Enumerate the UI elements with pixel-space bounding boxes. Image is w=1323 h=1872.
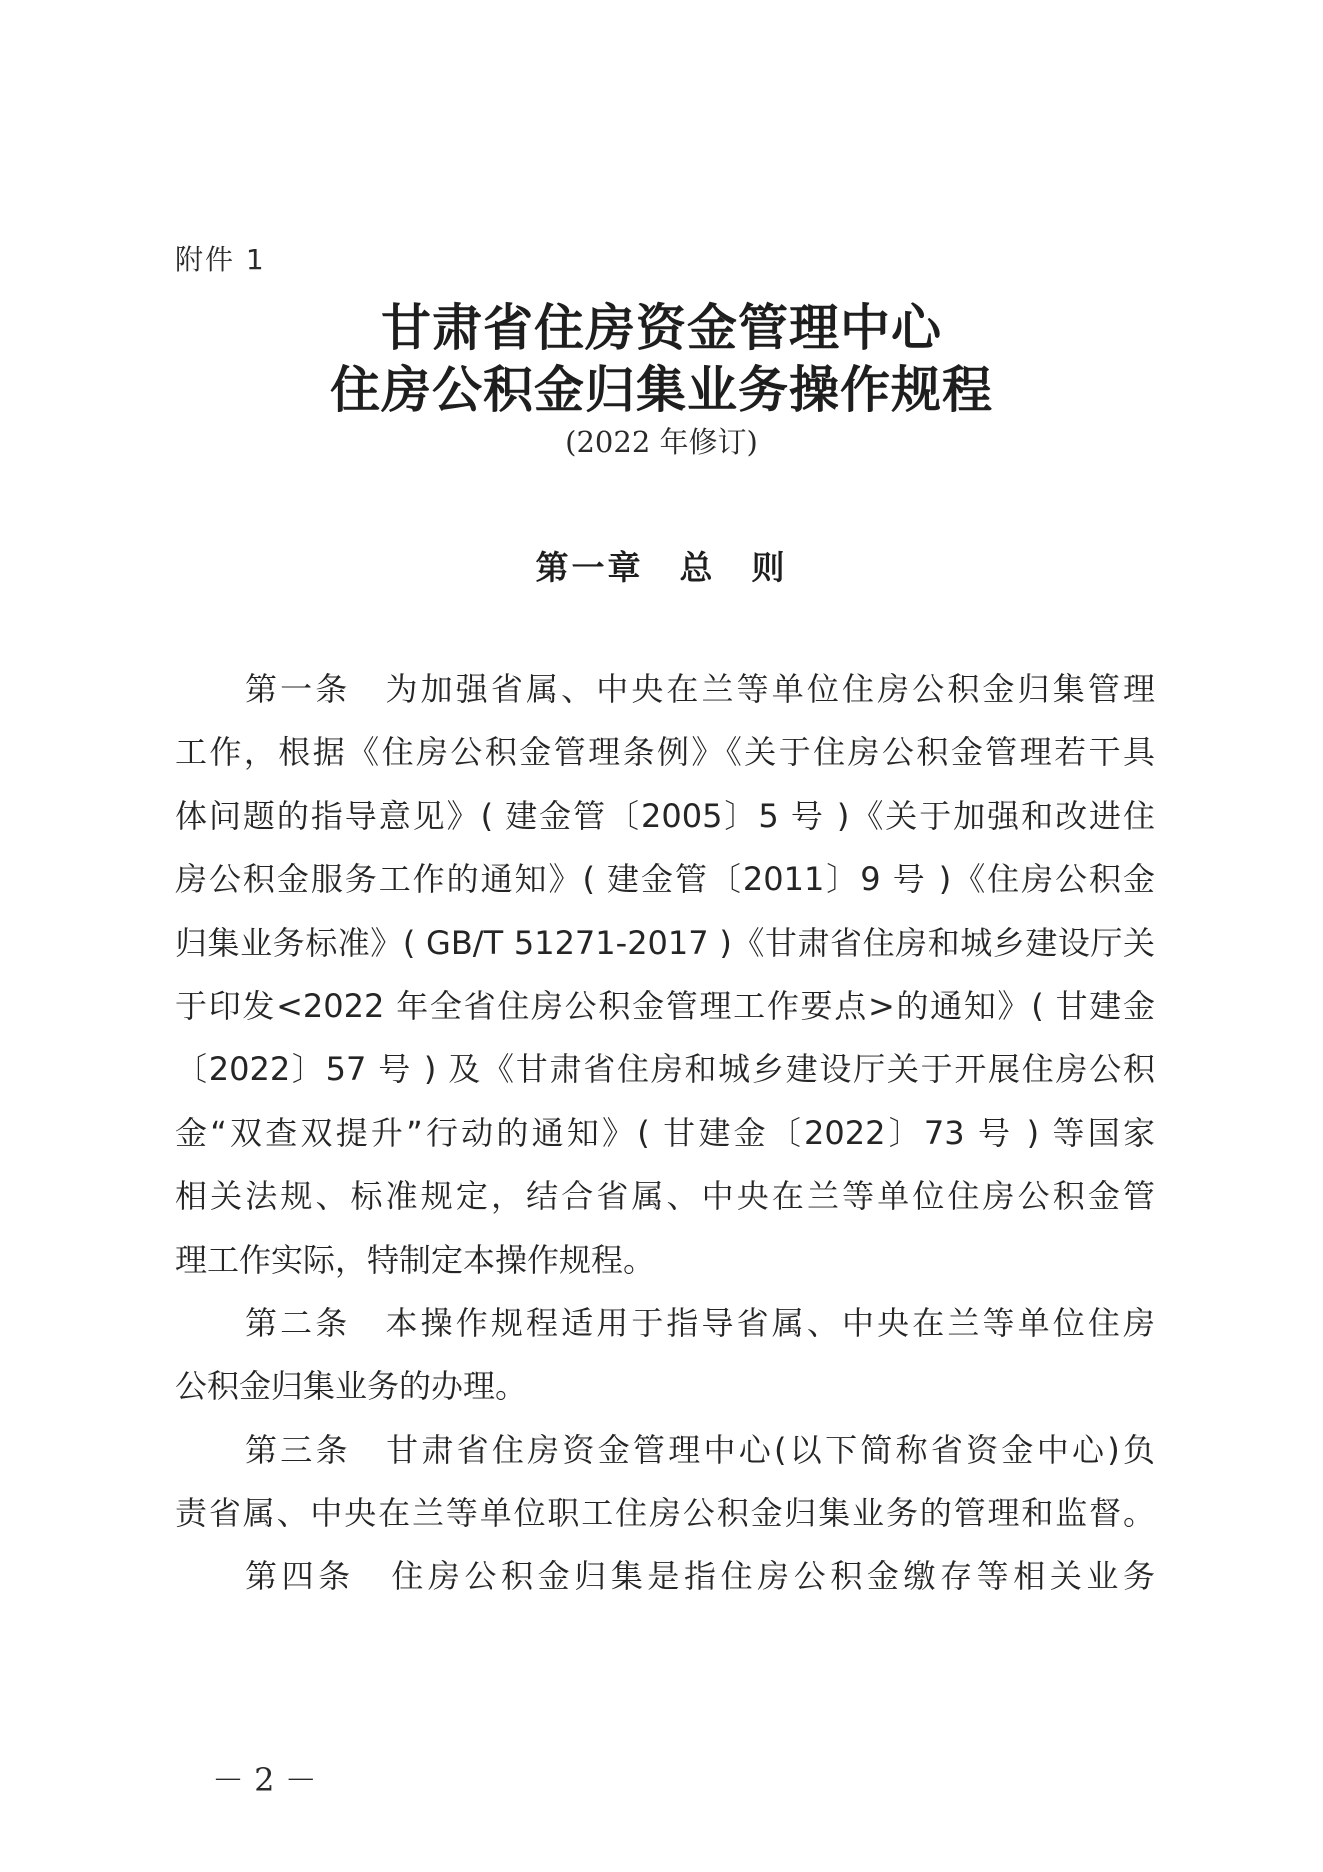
- body-line: 〔2022〕57 号 ) 及《甘肃省住房和城乡建设厅关于开展住房公积: [175, 1050, 1155, 1089]
- body-line: 工作，根据《住房公积金管理条例》《关于住房公积金管理若干具: [175, 733, 1155, 772]
- body-line: 相关法规、标准规定，结合省属、中央在兰等单位住房公积金管: [175, 1177, 1155, 1216]
- chapter-heading: 第一章 总 则: [535, 548, 788, 587]
- body-line: 理工作实际，特制定本操作规程。: [175, 1240, 656, 1279]
- document-body: [175, 658, 1155, 1609]
- document-title-line-1: 甘肃省住房资金管理中心: [381, 298, 942, 357]
- attachment-label: 附件 1: [175, 243, 266, 276]
- body-line: 第二条 本操作规程适用于指导省属、中央在兰等单位住房: [245, 1303, 1155, 1342]
- document-title-line-2: 住房公积金归集业务操作规程: [330, 360, 993, 419]
- body-line: 第四条 住房公积金归集是指住房公积金缴存等相关业务: [245, 1557, 1155, 1596]
- body-line: 第一条 为加强省属、中央在兰等单位住房公积金归集管理: [245, 670, 1155, 708]
- body-line: 体问题的指导意见》( 建金管〔2005〕5 号 )《关于加强和改进住: [175, 796, 1155, 835]
- body-line: 金“双查双提升”行动的通知》( 甘建金〔2022〕73 号 ) 等国家: [175, 1113, 1155, 1152]
- revision-subtitle: (2022 年修订): [565, 425, 758, 459]
- page-number: － 2 －: [212, 1761, 317, 1799]
- body-line: 第三条 甘肃省住房资金管理中心(以下简称省资金中心)负: [245, 1430, 1155, 1469]
- body-line: 于印发<2022 年全省住房公积金管理工作要点>的通知》( 甘建金: [175, 986, 1155, 1025]
- body-line: 公积金归集业务的办理。: [175, 1367, 528, 1406]
- body-line: 房公积金服务工作的通知》( 建金管〔2011〕9 号 )《住房公积金: [175, 860, 1155, 899]
- body-line: 责省属、中央在兰等单位职工住房公积金归集业务的管理和监督。: [175, 1494, 1155, 1533]
- body-line: 归集业务标准》( GB/T 51271-2017 )《甘肃省住房和城乡建设厅关: [175, 923, 1155, 962]
